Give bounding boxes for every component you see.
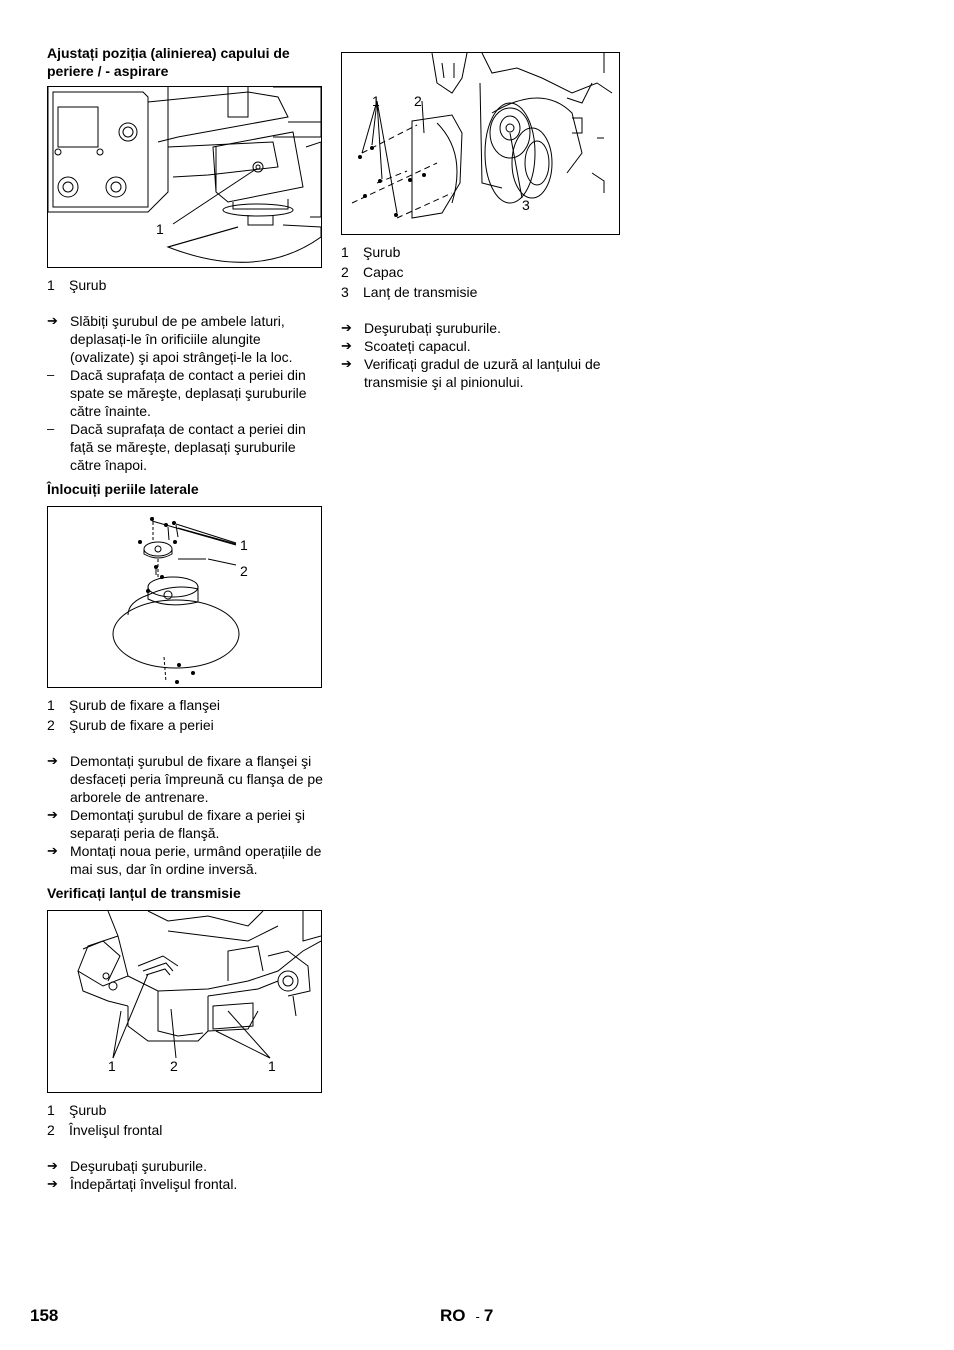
arrow-right-icon: ➔	[47, 1158, 58, 1173]
step-item: ➔ Slăbiți şurubul de pe ambele laturi, deplasați-le în orificiile alungite (ovalizate) şi apoi strângeți-le la loc.	[47, 313, 293, 365]
arrow-right-icon: ➔	[341, 320, 352, 335]
figure-drive-chain-cover	[341, 52, 620, 235]
arrow-right-icon: ➔	[341, 338, 352, 353]
callout-1: 1	[240, 537, 248, 553]
step-item: ➔ Demontați şurubul de fixare a flanşei şi desfaceți peria împreună cu flanşa de pe arborele de antrenare.	[47, 753, 323, 805]
legend-item: 2 Şurub de fixare a periei	[47, 717, 214, 733]
callout-2: 2	[170, 1058, 178, 1074]
steps-section1	[47, 312, 323, 474]
figure-front-cover	[47, 910, 322, 1093]
step-item: ➔ Deşurubați şuruburile.	[341, 320, 501, 336]
steps-section3	[47, 1157, 323, 1193]
brush-head-illustration	[48, 87, 321, 267]
language-page-marker	[440, 1307, 493, 1326]
callout-2: 2	[414, 93, 422, 109]
figure-side-brush	[47, 506, 322, 688]
language-code: RO	[440, 1306, 466, 1325]
callout-2: 2	[240, 563, 248, 579]
legend-item: 1 Şurub de fixare a flanşei	[47, 697, 220, 713]
legend-section3	[47, 1101, 323, 1139]
callout-1: 1	[108, 1058, 116, 1074]
figure-brush-head-alignment	[47, 86, 322, 268]
right-column	[341, 52, 617, 391]
step-item: – Dacă suprafața de contact a periei din față se măreşte, deplasați şuruburile către înapoi.	[47, 421, 306, 473]
side-brush-illustration	[48, 507, 321, 687]
section-heading-align-head: Ajustați poziția (alinierea) capului de periere / - aspirare	[47, 45, 290, 79]
callout-3: 3	[522, 197, 530, 213]
arrow-right-icon: ➔	[47, 753, 58, 768]
step-item: ➔ Demontați şurubul de fixare a periei şi separați peria de flanşă.	[47, 807, 306, 841]
legend-item: 2 Învelişul frontal	[47, 1122, 163, 1138]
callout-1: 1	[156, 221, 164, 237]
arrow-right-icon: ➔	[341, 356, 352, 371]
dash-bullet: –	[47, 421, 55, 436]
callout-1: 1	[268, 1058, 276, 1074]
steps-right	[341, 319, 617, 391]
arrow-right-icon: ➔	[47, 313, 58, 328]
section-heading-side-brushes: Înlocuiți periile laterale	[47, 481, 199, 497]
steps-section2	[47, 752, 323, 878]
dash-bullet: –	[47, 367, 55, 382]
arrow-right-icon: ➔	[47, 843, 58, 858]
legend-item: 1 Şurub	[47, 277, 107, 293]
arrow-right-icon: ➔	[47, 1176, 58, 1191]
step-item: ➔ Îndepărtați învelişul frontal.	[47, 1176, 238, 1192]
step-item: ➔ Scoateți capacul.	[341, 338, 471, 354]
front-cover-illustration	[48, 911, 321, 1092]
legend-item: 2 Capac	[341, 264, 404, 280]
legend-section1	[47, 276, 323, 294]
section-heading-drive-chain: Verificați lanțul de transmisie	[47, 885, 241, 901]
step-item: – Dacă suprafața de contact a periei din spate se măreşte, deplasați şuruburile către înainte.	[47, 367, 307, 419]
legend-item: 1 Şurub	[47, 1102, 107, 1118]
step-item: ➔ Montați noua perie, urmând operațiile de mai sus, dar în ordine inversă.	[47, 843, 322, 877]
legend-right	[341, 243, 617, 301]
callout-1: 1	[372, 93, 380, 109]
step-item: ➔ Deşurubați şuruburile.	[47, 1158, 207, 1174]
arrow-right-icon: ➔	[47, 807, 58, 822]
step-item: ➔ Verificați gradul de uzură al lanțului de transmisie şi al pinionului.	[341, 356, 601, 390]
legend-item: 3 Lanț de transmisie	[341, 284, 478, 300]
legend-item: 1 Şurub	[341, 244, 401, 260]
separator: -	[475, 1309, 480, 1324]
section-page-number: 7	[483, 1306, 494, 1325]
page-number: 158	[30, 1306, 59, 1325]
left-column	[47, 44, 323, 1193]
legend-section2	[47, 696, 323, 734]
drive-chain-illustration	[342, 53, 619, 234]
